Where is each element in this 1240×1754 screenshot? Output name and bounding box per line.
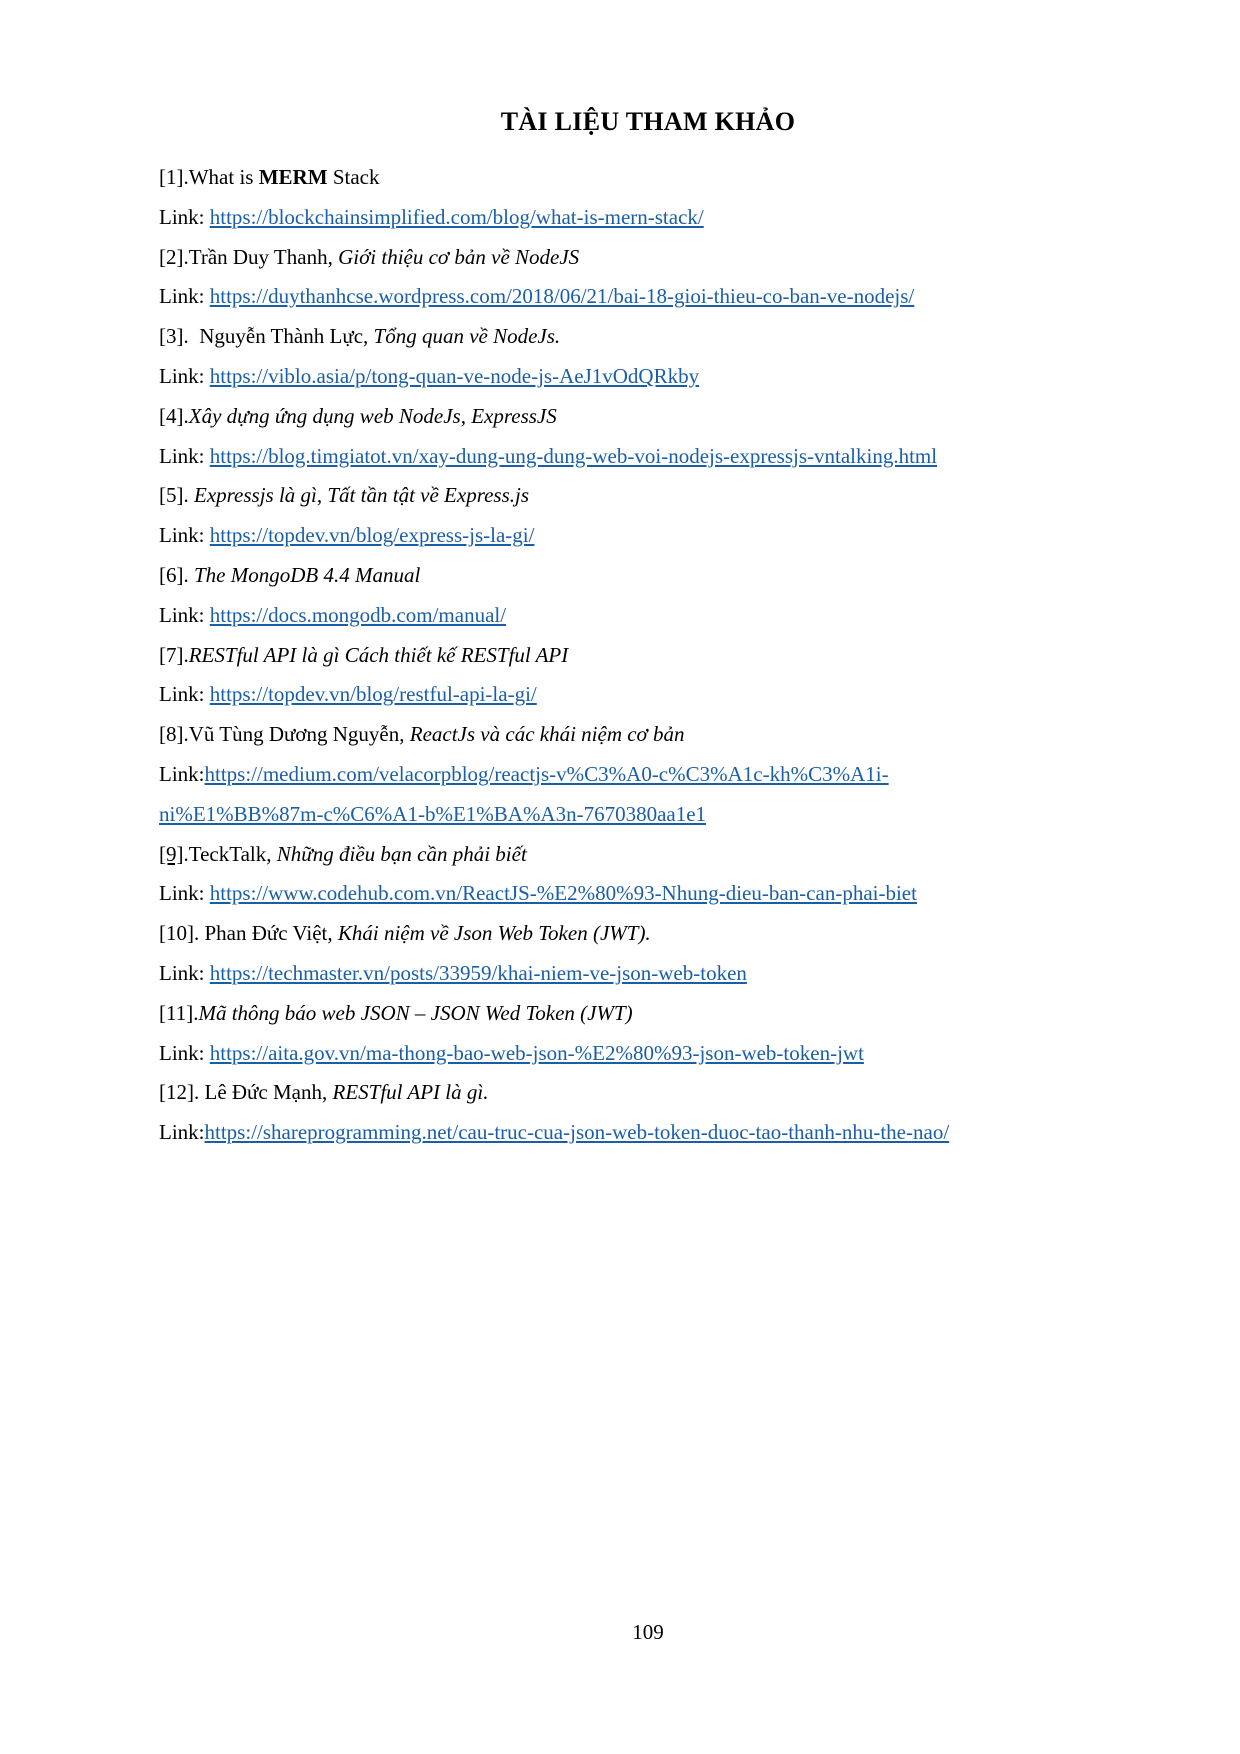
- reference-italic-title: ReactJs và các khái niệm cơ bản: [409, 722, 685, 747]
- reference-italic-title: Giới thiệu cơ bản về NodeJS: [338, 244, 580, 269]
- reference-entry-9: [159, 835, 1149, 915]
- reference-text: [159, 914, 1149, 954]
- reference-link-line: [159, 198, 1149, 238]
- reference-italic-title: Expressjs là gì, Tất tần tật về Express.js: [194, 483, 530, 508]
- reference-entry-2: [159, 238, 1149, 318]
- reference-entry-7: [159, 636, 1149, 716]
- reference-url[interactable]: https://topdev.vn/blog/restful-api-la-gi/: [209, 682, 537, 707]
- reference-link-line: [159, 755, 1149, 795]
- reference-prefix: .TeckTalk,: [183, 841, 277, 866]
- reference-entry-1: [159, 158, 1149, 238]
- reference-bold-text: MERM: [258, 165, 328, 189]
- link-label: Link:: [159, 204, 210, 229]
- reference-text: [159, 556, 1149, 596]
- reference-text: [159, 994, 1149, 1034]
- reference-link-line: [159, 675, 1149, 715]
- reference-url[interactable]: https://shareprogramming.net/cau-truc-cua-json-web-token-duoc-tao-thanh-nhu-the-nao/: [204, 1120, 950, 1145]
- page-title: TÀI LIỆU THAM KHẢO: [500, 107, 796, 136]
- reference-text: [159, 636, 1149, 676]
- reference-entry-11: [159, 994, 1149, 1074]
- reference-prefix: [8].Vũ Tùng Dương Nguyễn,: [159, 722, 410, 747]
- reference-prefix: [4].: [159, 403, 189, 428]
- reference-url[interactable]: https://topdev.vn/blog/express-js-la-gi/: [209, 523, 535, 548]
- reference-link-line: [159, 954, 1149, 994]
- reference-entry-6: [159, 556, 1149, 636]
- references-list: [159, 158, 1149, 1153]
- reference-italic-title: RESTful API là gì.: [332, 1080, 489, 1105]
- reference-url[interactable]: https://medium.com/velacorpblog/reactjs-v%C3%A0-c%C3%A1c-kh%C3%A1i-: [204, 761, 889, 786]
- reference-prefix: [5].: [159, 483, 194, 508]
- reference-url[interactable]: https://duythanhcse.wordpress.com/2018/06/21/bai-18-gioi-thieu-co-ban-ve-nodejs/: [209, 284, 915, 309]
- reference-text: [159, 835, 1149, 875]
- reference-entry-5: [159, 476, 1149, 556]
- reference-url[interactable]: https://www.codehub.com.vn/ReactJS-%E2%80%93-Nhung-dieu-ban-can-phai-biet: [209, 881, 917, 906]
- reference-url-continued[interactable]: ni%E1%BB%87m-c%C6%A1-b%E1%BA%A3n-7670380aa1e1: [159, 801, 707, 826]
- reference-prefix: [7].: [159, 642, 189, 667]
- reference-prefix: [2].Trần Duy Thanh,: [159, 244, 339, 269]
- reference-link-line: [159, 1034, 1149, 1074]
- link-label: Link:: [159, 523, 210, 548]
- reference-text: [159, 476, 1149, 516]
- reference-prefix: [1].What is: [159, 165, 259, 189]
- reference-url[interactable]: https://techmaster.vn/posts/33959/khai-niem-ve-json-web-token: [209, 960, 747, 985]
- reference-italic-title: Khái niệm về Json Web Token (JWT).: [337, 921, 651, 946]
- reference-link-line: [159, 437, 1149, 477]
- reference-entry-10: [159, 914, 1149, 994]
- reference-link-line: [159, 596, 1149, 636]
- reference-prefix: [12]. Lê Đức Mạnh,: [159, 1080, 333, 1105]
- reference-entry-12: [159, 1073, 1149, 1153]
- link-label: Link:: [159, 363, 210, 388]
- reference-url[interactable]: https://blockchainsimplified.com/blog/what-is-mern-stack/: [209, 204, 704, 229]
- page-number: 109: [632, 1620, 664, 1644]
- reference-entry-3: [159, 317, 1149, 397]
- link-label: Link:: [159, 284, 210, 309]
- reference-italic-title: Mã thông báo web JSON – JSON Wed Token (JWT): [198, 1000, 633, 1025]
- reference-prefix: [10]. Phan Đức Việt,: [159, 921, 338, 946]
- link-label: Link:: [159, 602, 210, 627]
- reference-text: [159, 1073, 1149, 1113]
- link-label: Link:: [159, 682, 210, 707]
- reference-text: [159, 158, 1149, 198]
- reference-italic-title: RESTful API là gì Cách thiết kế RESTful API: [188, 642, 569, 667]
- reference-link-line: [159, 357, 1149, 397]
- reference-text: [159, 715, 1149, 755]
- reference-prefix: [11].: [159, 1000, 199, 1025]
- reference-italic-title: Tổng quan về NodeJs.: [373, 324, 561, 349]
- reference-italic-title: Những điều bạn cần phải biết: [276, 841, 527, 866]
- link-label: Link:: [159, 1120, 205, 1145]
- reference-text: [159, 238, 1149, 278]
- reference-url[interactable]: https://viblo.asia/p/tong-quan-ve-node-js-AeJ1vOdQRkby: [209, 363, 700, 388]
- reference-entry-4: [159, 397, 1149, 477]
- reference-link-line: [159, 1113, 1149, 1153]
- reference-text: [159, 317, 1149, 357]
- link-label: Link:: [159, 761, 205, 786]
- reference-url[interactable]: https://docs.mongodb.com/manual/: [209, 602, 507, 627]
- reference-text: [159, 397, 1149, 437]
- reference-url[interactable]: https://blog.timgiatot.vn/xay-dung-ung-dung-web-voi-nodejs-expressjs-vntalking.html: [209, 443, 938, 468]
- reference-suffix: Stack: [327, 165, 380, 189]
- reference-number-underlined: [9]: [159, 841, 184, 866]
- reference-url[interactable]: https://aita.gov.vn/ma-thong-bao-web-json-%E2%80%93-json-web-token-jwt: [209, 1040, 864, 1065]
- reference-prefix: [6].: [159, 562, 194, 587]
- reference-prefix: [3]. Nguyễn Thành Lực,: [159, 324, 374, 349]
- reference-italic-title: The MongoDB 4.4 Manual: [194, 562, 421, 587]
- link-label: Link:: [159, 881, 210, 906]
- reference-entry-8: [159, 715, 1149, 834]
- reference-link-line: [159, 516, 1149, 556]
- link-label: Link:: [159, 443, 210, 468]
- reference-italic-title: Xây dựng ứng dụng web NodeJs, ExpressJS: [188, 403, 557, 428]
- link-label: Link:: [159, 960, 210, 985]
- reference-link-line: [159, 874, 1149, 914]
- reference-link-line-continued: [159, 795, 1149, 835]
- reference-link-line: [159, 277, 1149, 317]
- link-label: Link:: [159, 1040, 210, 1065]
